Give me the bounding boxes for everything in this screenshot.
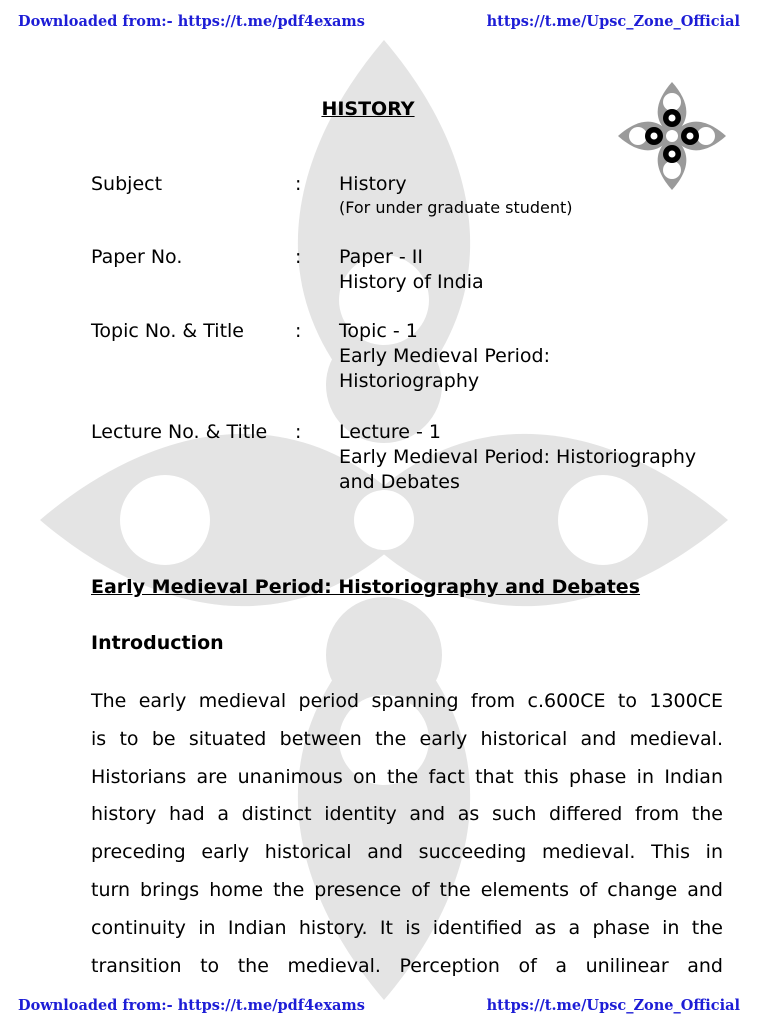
- meta-colon: :: [295, 421, 302, 443]
- meta-value-line: Lecture - 1: [339, 421, 441, 443]
- meta-value-line: and Debates: [339, 471, 460, 493]
- paragraph-line: Historians are unanimous on the fact that this phase in Indian: [91, 765, 723, 788]
- paragraph-line: history had a distinct identity and as such differed from the: [91, 803, 723, 826]
- meta-key: Paper No.: [91, 246, 183, 268]
- header-banner: [18, 13, 740, 30]
- meta-value-line: History of India: [339, 271, 484, 293]
- meta-value: [339, 172, 739, 219]
- paragraph-line: The early medieval period spanning from c.600CE to 1300CE: [91, 690, 723, 712]
- meta-value-line: Early Medieval Period:: [339, 345, 550, 367]
- meta-key: Lecture No. & Title: [91, 421, 268, 443]
- intro-paragraph: [91, 683, 723, 985]
- meta-value-line: Early Medieval Period: Historiography: [339, 446, 697, 468]
- intro-heading: Introduction: [91, 632, 224, 654]
- meta-value-line: History: [339, 173, 407, 195]
- footer-left-link[interactable]: Downloaded from:- https://t.me/pdf4exams: [18, 997, 365, 1014]
- meta-value: [339, 319, 739, 394]
- paragraph-line: transition to the medieval. Perception of a unilinear and: [91, 954, 723, 977]
- footer-banner: [18, 997, 740, 1014]
- meta-colon: :: [295, 246, 302, 268]
- meta-value: [339, 245, 739, 295]
- paragraph-line: continuity in Indian history. It is identified as a phase in the: [91, 916, 723, 939]
- meta-value: [339, 420, 739, 495]
- meta-key: Topic No. & Title: [91, 320, 244, 342]
- paragraph-line: is to be situated between the early historical and medieval.: [91, 727, 723, 750]
- meta-key: Subject: [91, 173, 163, 195]
- meta-colon: :: [295, 173, 302, 195]
- header-right-link[interactable]: https://t.me/Upsc_Zone_Official: [486, 13, 740, 30]
- meta-note: (For under graduate student): [339, 198, 573, 217]
- meta-value-line: Topic - 1: [339, 320, 418, 342]
- header-left-link[interactable]: Downloaded from:- https://t.me/pdf4exams: [18, 13, 365, 30]
- meta-value-line: Historiography: [339, 370, 480, 392]
- document-title: HISTORY: [321, 98, 415, 120]
- section-title: Early Medieval Period: Historiography and Debates: [91, 576, 641, 598]
- meta-value-line: Paper - II: [339, 246, 423, 268]
- paragraph-line: preceding early historical and succeeding medieval. This in: [91, 841, 723, 864]
- footer-right-link[interactable]: https://t.me/Upsc_Zone_Official: [486, 997, 740, 1014]
- meta-colon: :: [295, 320, 302, 342]
- paragraph-line: turn brings home the presence of the elements of change and: [91, 878, 723, 901]
